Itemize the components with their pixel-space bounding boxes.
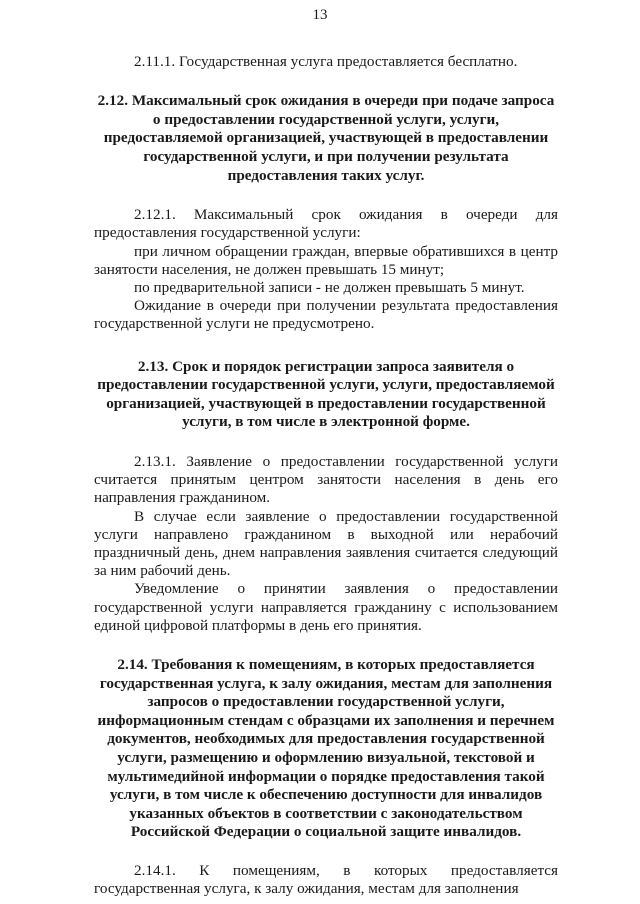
document-body <box>94 53 558 898</box>
paragraph-2-13-1-notification: Уведомление о принятии заявления о предоставлении государственной услуги направляется гражданину с использованием единой цифровой платформы в день его принятия. <box>94 580 558 634</box>
section-heading-2-12: 2.12. Максимальный срок ожидания в очереди при подаче запроса о предоставлении государственной услуги, услуги, предоставляемой организацией, участвующей в предоставлении государственной услуги, и при получении результата предоставления таких услуг. <box>97 92 555 184</box>
section-heading-2-13: 2.13. Срок и порядок регистрации запроса заявителя о предоставлении государственной услуги, услуги, предоставляемой организацией, участвующей в предоставлении государственной услуги, в том числе в электронной форме. <box>97 357 555 431</box>
section-heading-2-14: 2.14. Требования к помещениям, в которых предоставляется государственная услуга, к залу ожидания, местам для заполнения запросов о предоставлении государственной услуги, информационным стендам с образцами их заполнения и перечнем документов, необходимых для предоставления государственной услуги, размещению и оформлению визуальной, текстовой и мультимедийной информации о порядке предоставления такой услуги, в том числе к обеспечению доступности для инвалидов указанных объектов в соответствии с законодательством Российской Федерации о социальной защите инвалидов. <box>97 656 555 841</box>
page-number: 13 <box>312 7 328 23</box>
paragraph-2-13-1-weekend: В случае если заявление о предоставлении государственной услуги направлено гражданином в выходной или нерабочий праздничный день, днем направления заявления считается следующий за ним рабочий день. <box>94 507 558 580</box>
paragraph-2-12-1: 2.12.1. Максимальный срок ожидания в очереди для предоставления государственной услуги: <box>94 206 558 242</box>
paragraph-2-11-1: 2.11.1. Государственная услуга предоставляется бесплатно. <box>134 53 518 70</box>
paragraph-2-13-1: 2.13.1. Заявление о предоставлении государственной услуги считается принятым центром занятости населения в день его направления гражданином. <box>94 452 558 507</box>
paragraph-2-12-1-in-person: при личном обращении граждан, впервые обратившихся в центр занятости населения, не должен превышать 15 минут; <box>94 242 558 278</box>
paragraph-2-14-1: 2.14.1. К помещениям, в которых предоставляется государственная услуга, к залу ожидания, местам для заполнения <box>94 861 558 898</box>
paragraph-2-12-1-appointment: по предварительной записи - не должен превышать 5 минут. <box>134 278 525 296</box>
paragraph-2-12-1-result-waiting: Ожидание в очереди при получении результата предоставления государственной услуги не предусмотрено. <box>94 297 558 333</box>
